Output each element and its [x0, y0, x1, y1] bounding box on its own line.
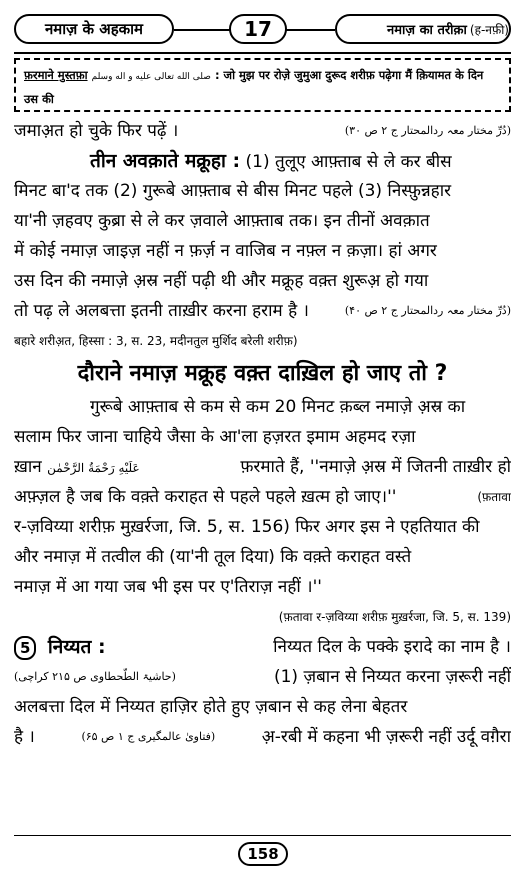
- text-line-4: या'नी ज़हवए कुब्रा से ले कर ज़वाले आफ़्ताब तक। इन तीनों अवक़ात: [14, 211, 430, 231]
- footer-rule: [14, 835, 511, 836]
- hadith-salutation: صلى الله تعالى عليه و اله وسلم: [91, 72, 211, 82]
- hadith-line-1: [24, 64, 501, 110]
- hadith-line-2: [24, 110, 501, 112]
- citation: (फ़तावा: [477, 490, 511, 504]
- text-line-13: र-ज़विय्या शरीफ़ मुख़र्रजा, जि. 5, स. 156) फिर अगर इस ने एहतियात की: [14, 517, 480, 537]
- text: फ़रमाते हैं, ''नमाज़े अ़स्र में जितनी ताख़ीर हो: [240, 457, 511, 477]
- text-line-10: सलाम फिर जाना चाहिये जैसा के आ'ला हज़रत इमाम अहमद रज़ा: [14, 427, 416, 447]
- text-line-12: [14, 482, 511, 512]
- text-line-7: [14, 296, 511, 326]
- text: तो पढ़ ले अलबत्ता इतनी ताख़ीर करना हराम है ।: [14, 301, 309, 321]
- citation: (फ़तावा र-ज़विय्या शरीफ़ मुख़र्रजा, जि. 5, स. 139): [278, 610, 511, 624]
- point-number-badge: 5: [14, 636, 36, 660]
- text: ख़ान: [14, 457, 42, 477]
- citation: (فتاویٰ عالمگیری ج ۱ ص ۶۵): [81, 730, 216, 743]
- text-line-1: [14, 116, 511, 146]
- text: जमाअ़त हो चुके फिर पढ़ें ।: [14, 121, 179, 141]
- text-line-16: [14, 602, 511, 632]
- hadith-label: फ़रमाने मुस्तफ़ा: [24, 68, 88, 82]
- chapter-page-badge: 17: [229, 14, 287, 44]
- text: अफ़्ज़ल है जब कि वक़्ते कराहत से पहले पहले ख़त्म हो जाए।'': [14, 487, 397, 507]
- section-title-text: नमाज़ का तरीक़ा: [387, 23, 467, 38]
- text-line-8: [14, 326, 511, 356]
- text: निय्यत दिल के पक्के इरादे का नाम है ।: [273, 637, 511, 657]
- text: (1) तुलूए आफ़्ताब से ले कर बीस: [245, 152, 452, 172]
- citation: (دُرِّ مختار معہ ردالمحتار ج ۲ ص ۳۰): [344, 124, 511, 137]
- page-header: [14, 14, 511, 48]
- citation: (حاشیۃ الطّحطاوی ص ۲۱۵ کراچی): [14, 670, 176, 683]
- text-line-11: [14, 452, 511, 482]
- hadith-text: : जो मुझ पर रोज़े जुमुआ दुरूद शरीफ़ पढ़ेगा मैं क़ियामत के दिन उस की: [24, 68, 484, 106]
- hadith-box: [14, 58, 511, 112]
- text-line-5: में कोई नमाज़ जाइज़ नहीं न फ़र्ज़ न वाजिब न नफ़्ल न क़ज़ा। हां अगर: [14, 241, 437, 261]
- header-rule: [14, 52, 511, 54]
- subheading-makruh-times: तीन अवक़ाते मक्रूहा :: [90, 150, 241, 172]
- page-body: [14, 116, 511, 752]
- section-subtitle: (ह-नफ़ी): [469, 22, 509, 37]
- book-title: नमाज़ के अहकाम: [14, 14, 174, 44]
- text-line-6: उस दिन की नमाज़े अ़स्र नहीं पढ़ी थी और मक्रूह वक़्त शुरूअ़ हो गया: [14, 271, 429, 291]
- section-title: [335, 14, 511, 44]
- text-line-15: नमाज़ में आ गया जब भी इस पर ए'तिराज़ नहीं ।'': [14, 577, 322, 597]
- arabic-honorific: عَلَيْهِ رَحْمَةُ الرَّحْمٰن: [47, 461, 140, 475]
- text: (1) ज़बान से निय्यत करना ज़रूरी नहीं: [273, 667, 511, 687]
- text-line-3: मिनट बा'द तक (2) गुरूबे आफ़्ताब से बीस मिनट पहले (3) निस्फ़ुन्नहार: [14, 181, 452, 201]
- text: अ़-रबी में कहना भी ज़रूरी नहीं उर्दू वग़ैरा: [261, 727, 511, 747]
- text: है ।: [14, 727, 35, 747]
- text-line-14: और नमाज़ में तत्वील की (या'नी तूल दिया) कि वक़्ते कराहत वस्ते: [14, 547, 412, 567]
- citation: (دُرِّ مختار معہ ردالمحتار ج ۲ ص ۴۰): [344, 304, 511, 317]
- text-line-9: [14, 392, 511, 422]
- text-line-17: [14, 632, 511, 662]
- page-number: 158: [238, 842, 288, 866]
- text-line-19: अलबत्ता दिल में निय्यत हाज़िर होते हुए ज़बान से कह लेना बेहतर: [14, 697, 408, 717]
- section-heading: दौराने नमाज़ मक्रूह वक़्त दाख़िल हो जाए तो ?: [77, 361, 448, 386]
- text-line-18: [14, 662, 511, 692]
- subheading-niyyat: निय्यत :: [47, 636, 106, 658]
- text-line-2: [14, 146, 511, 176]
- text: गुरूबे आफ़्ताब से कम से कम 20 मिनट क़ब्ल नमाज़े अ़स्र का: [90, 397, 466, 417]
- citation: बहारे शरीअ़त, हिस्सा : 3, स. 23, मदीनतुल मुर्शिद बरेली शरीफ़): [14, 334, 298, 348]
- text-line-20: [14, 722, 511, 752]
